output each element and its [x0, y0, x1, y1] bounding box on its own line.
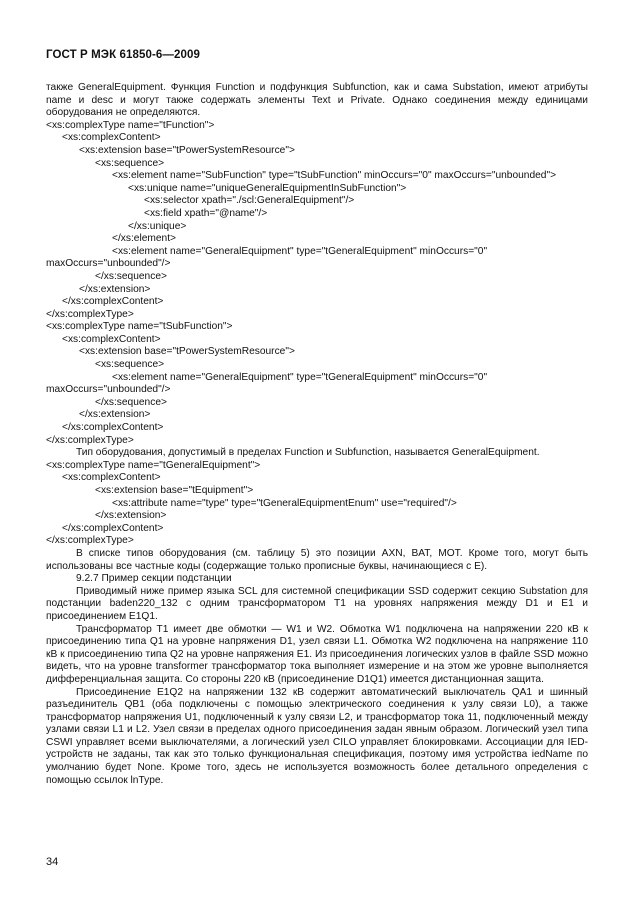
code-line: maxOccurs="unbounded"/>	[46, 258, 171, 270]
code-block-function	[46, 120, 588, 447]
code-line: <xs:complexType name="tSubFunction">	[46, 321, 233, 333]
code-line: <xs:sequence>	[95, 359, 165, 371]
page-number: 34	[46, 856, 59, 868]
code-line: <xs:extension base="tPowerSystemResource">	[79, 346, 295, 358]
code-line: </xs:extension>	[79, 409, 151, 421]
code-line: </xs:sequence>	[95, 270, 167, 282]
code-block-general-equipment	[46, 460, 588, 548]
code-line: <xs:complexType name="tGeneralEquipment">	[46, 459, 261, 471]
intro-paragraph: также GeneralEquipment. Функция Function и подфункция Subfunction, как и сама Substation, имеют атрибуты name и desc и могут также содержать элементы Text и Private. Однако соединения между единицами оборудования не определяются.	[46, 82, 588, 119]
code-line: </xs:unique>	[128, 220, 187, 232]
code-line: </xs:complexType>	[46, 434, 134, 446]
code-line: </xs:complexType>	[46, 535, 134, 547]
code-line: </xs:complexContent>	[62, 296, 164, 308]
code-line: <xs:element name="GeneralEquipment" type="tGeneralEquipment" minOccurs="0"	[112, 245, 488, 257]
code-line: <xs:element name="GeneralEquipment" type="tGeneralEquipment" minOccurs="0"	[112, 371, 488, 383]
code-line: </xs:complexContent>	[62, 522, 164, 534]
equipment-type-paragraph: Тип оборудования, допустимый в пределах Function и Subfunction, называется GeneralEquipment.	[76, 447, 540, 459]
code-line: </xs:sequence>	[95, 396, 167, 408]
code-line: <xs:sequence>	[95, 157, 165, 169]
page-content	[46, 82, 588, 787]
code-line: </xs:extension>	[79, 283, 151, 295]
code-line: <xs:attribute name="type" type="tGeneralEquipmentEnum" use="required"/>	[112, 497, 457, 509]
equipment-list-paragraph: В списке типов оборудования (см. таблицу 5) это позиции AXN, BAT, MOT. Кроме того, могут быть использованы все частные коды (содержащие только прописные буквы, начинающиеся с E).	[46, 547, 588, 572]
code-line: maxOccurs="unbounded"/>	[46, 384, 171, 396]
code-line: </xs:complexContent>	[62, 422, 164, 434]
code-line: <xs:complexContent>	[62, 472, 161, 484]
code-line: <xs:complexContent>	[62, 333, 161, 345]
example-paragraph: Приводимый ниже пример языка SCL для системной спецификации SSD содержит секцию Substation для подстанции baden220_132 с одним трансформатором T1 на уровнях напряжения между D1 и E1 и присоединением E1Q1.	[46, 585, 588, 622]
code-line: <xs:complexType name="tFunction">	[46, 119, 215, 131]
bay-paragraph: Присоединение E1Q2 на напряжении 132 кВ содержит автоматический выключатель QA1 и шинный разъединитель QB1 (оба подключены с помощью электрического соединения к узлу связи L0), а также трансформатор напряжения U1, подключенный к узлу связи L2, и трансформатор тока 11, подключенный между узлами связи L1 и L2. Узел связи в пределах одного присоединения задан явным образом. Логический узел типа CSWI управляет всеми выключателями, а логический узел CILO управляет блокировками. Ассоциации для IED-устройств не заданы, так как это только функциональная спецификация, поэтому имя устройства iedName по умолчанию будет None. Кроме того, здесь не используется возможность более детального определения с помощью ссылок lnType.	[46, 686, 588, 786]
code-line: </xs:extension>	[95, 510, 167, 522]
transformer-paragraph: Трансформатор T1 имеет две обмотки — W1 и W2. Обмотка W1 подключена на напряжении 220 кВ к присоединению типа Q1 на уровне напряжения D1, узел связи L1. Обмотка W2 подключена на напряжение 110 кВ к присоединению типа Q2 на уровне напряжения E1. Из присоединения логических узлов в файле SSD можно видеть, что на уровне transformer трансформатор тока выполняет измерение и на этом же уровне выполняется дифференциальная защита. Со стороны 220 кВ (присоединение D1Q1) имеется дистанционная защита.	[46, 623, 588, 685]
code-line: </xs:element>	[112, 233, 176, 245]
page-header-title: ГОСТ Р МЭК 61850-6—2009	[46, 49, 200, 61]
code-line: <xs:field xpath="@name"/>	[144, 207, 268, 219]
section-heading: 9.2.7 Пример секции подстанции	[76, 573, 232, 585]
code-line: <xs:unique name="uniqueGeneralEquipmentInSubFunction">	[128, 182, 407, 194]
code-line: <xs:extension base="tPowerSystemResource">	[79, 144, 295, 156]
code-line: <xs:selector xpath="./scl:GeneralEquipment"/>	[144, 195, 355, 207]
code-line: <xs:complexContent>	[62, 132, 161, 144]
code-line: </xs:complexType>	[46, 308, 134, 320]
code-line: <xs:extension base="tEquipment">	[95, 485, 254, 496]
code-line: <xs:element name="SubFunction" type="tSubFunction" minOccurs="0" maxOccurs="unbounded">	[112, 170, 557, 182]
